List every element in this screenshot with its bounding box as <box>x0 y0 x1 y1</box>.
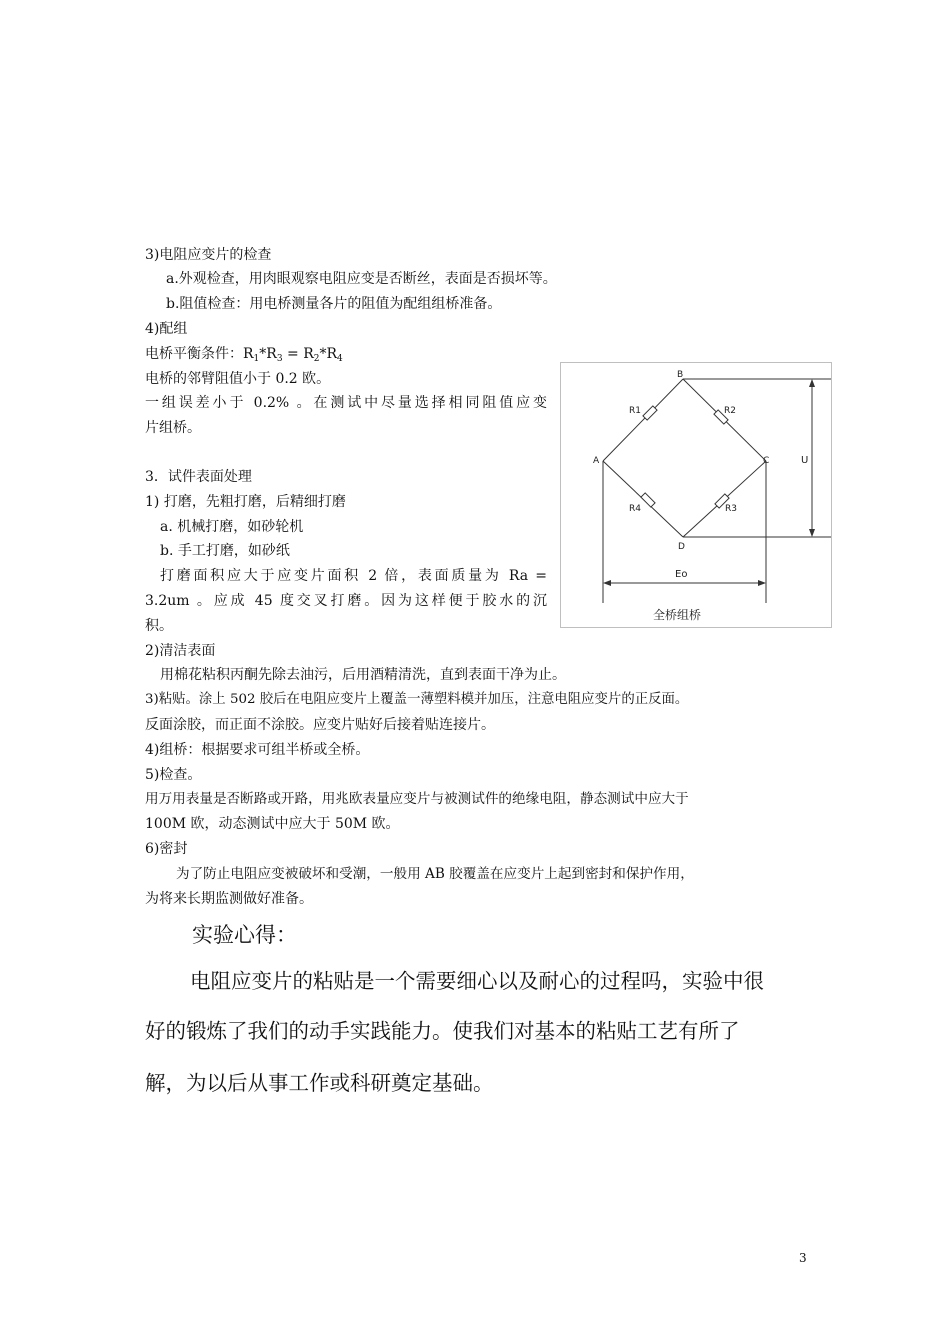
cleaning-text: 用棉花粘积丙酮先除去油污，后用酒精清洗，直到表面干净为止。 <box>160 667 566 683</box>
bridge-balance-condition: 电桥平衡条件：$R_1*R_3 = R_2*R_4$ <box>145 346 343 364</box>
resistance-check-item: b.阻值检查：用电桥测量各片的阻值为配组组桥准备。 <box>166 296 502 312</box>
output-arrow-top <box>809 379 815 387</box>
grinding-step: 1) 打磨，先粗打磨，后精细打磨 <box>145 494 346 510</box>
grinding-note-line-1: 打磨面积应大于应变片面积 2 倍，表面质量为 Ra = <box>160 568 547 584</box>
adjacent-arm-text: 电桥的邻臂阻值小于 0.2 欧。 <box>145 371 331 387</box>
sealing-step: 6)密封 <box>145 841 188 857</box>
node-d-label: D <box>678 542 685 552</box>
section-heading-surface: 3．试件表面处理 <box>145 469 252 485</box>
grinding-note-line-3: 积。 <box>145 618 173 634</box>
r4-label: R4 <box>629 504 641 514</box>
resistor-r4 <box>641 493 655 507</box>
output-voltage-label: U <box>801 455 809 466</box>
r1-label: R1 <box>629 406 641 416</box>
figure-caption: 全桥组桥 <box>653 608 702 622</box>
reflection-line-1: 电阻应变片的粘贴是一个需要细心以及耐心的过程吗，实验中很 <box>190 969 764 993</box>
bonding-line-2: 反面涂胶，而正面不涂胶。应变片贴好后接着贴连接片。 <box>145 717 495 733</box>
section-heading-grouping: 4)配组 <box>145 321 188 337</box>
r2-label: R2 <box>724 406 736 416</box>
bridge-circuit-diagram <box>561 363 831 627</box>
appearance-check-item: a.外观检查，用肉眼观察电阻应变是否断丝，表面是否损坏等。 <box>166 271 557 287</box>
grinding-note-line-2: 3.2um 。应成 45 度交叉打磨。因为这样便于胶水的沉 <box>145 593 547 609</box>
sealing-line-2: 为将来长期监测做好准备。 <box>145 891 313 907</box>
inspection-line-1: 用万用表量是否断路或开路，用兆欧表量应变片与被测试件的绝缘电阻，静态测试中应大于 <box>145 791 689 807</box>
section-heading-gauge-check: 3)电阻应变片的检查 <box>145 247 272 263</box>
node-c-label: C <box>763 456 770 466</box>
hand-grinding-item: b. 手工打磨，如砂纸 <box>160 543 290 559</box>
sealing-line-1: 为了防止电阻应变被破坏和受潮，一般用 AB 胶覆盖在应变片上起到密封和保护作用， <box>176 866 694 882</box>
output-arrow-bottom <box>809 529 815 537</box>
node-a-label: A <box>593 456 600 466</box>
r3-label: R3 <box>725 504 737 514</box>
node-b-label: B <box>677 370 684 380</box>
bridge-step: 4)组桥：根据要求可组半桥或全桥。 <box>145 742 370 758</box>
inspection-line-2: 100M 欧，动态测试中应大于 50M 欧。 <box>145 816 400 832</box>
reflection-heading: 实验心得： <box>192 923 297 947</box>
inspection-step: 5)检查。 <box>145 767 202 783</box>
input-voltage-label: Eo <box>675 569 688 580</box>
bonding-line-1: 3)粘贴。涂上 502 胶后在电阻应变片上覆盖一薄塑料模并加压，注意电阻应变片的正反面。 <box>145 692 689 707</box>
page-number: 3 <box>799 1251 807 1265</box>
reflection-line-3: 解，为以后从事工作或科研奠定基础。 <box>145 1071 494 1095</box>
arm-ab <box>603 379 683 461</box>
reflection-line-2: 好的锻炼了我们的动手实践能力。使我们对基本的粘贴工艺有所了 <box>145 1019 740 1043</box>
input-arrow-left <box>603 580 611 586</box>
cleaning-step: 2)清洁表面 <box>145 643 216 659</box>
group-error-line-2: 片组桥。 <box>145 420 201 436</box>
group-error-line-1: 一组误差小于 0.2% 。在测试中尽量选择相同阻值应变 <box>145 395 547 411</box>
input-arrow-right <box>758 580 766 586</box>
full-bridge-figure <box>560 362 832 628</box>
resistor-r1 <box>643 406 657 420</box>
machine-grinding-item: a. 机械打磨，如砂轮机 <box>160 519 304 535</box>
